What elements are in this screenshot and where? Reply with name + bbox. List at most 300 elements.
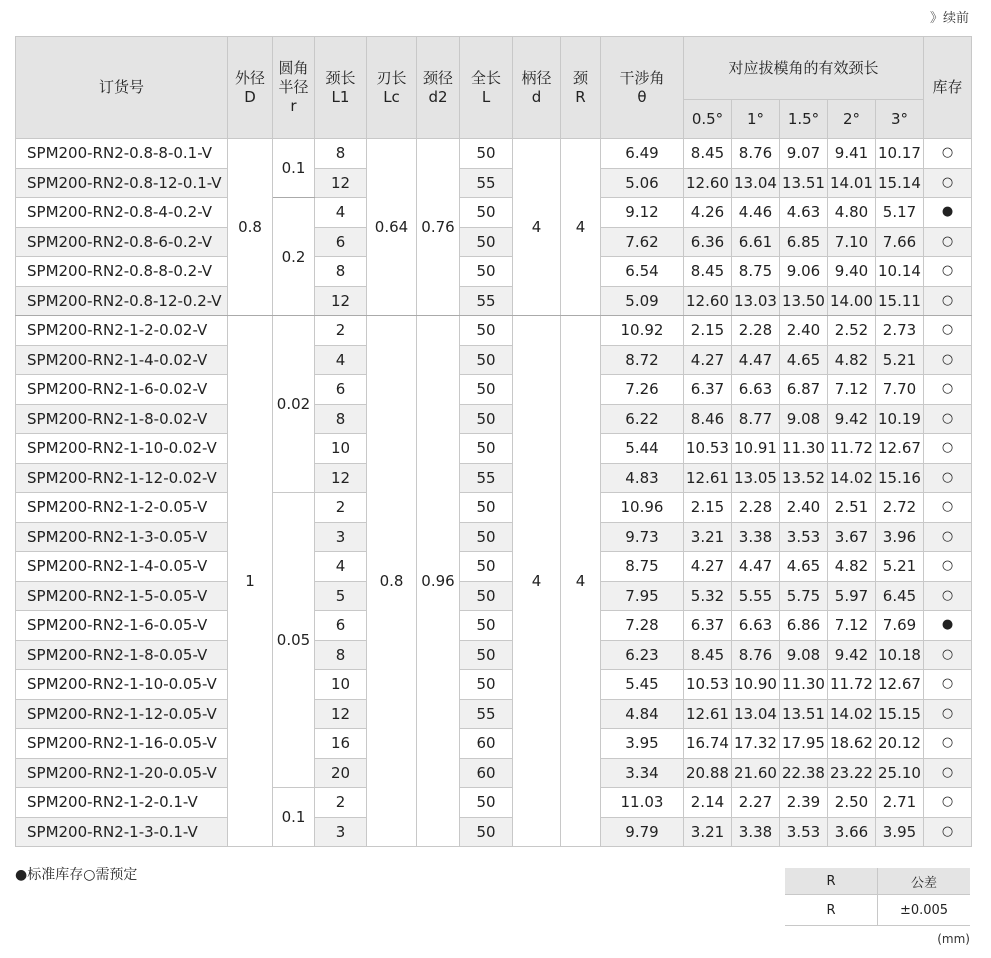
stock-open-icon: ○ xyxy=(924,640,972,670)
effective-neck-length: 22.38 xyxy=(780,758,828,788)
neck-length: 6 xyxy=(315,611,367,641)
table-row xyxy=(16,581,972,611)
neck-length: 10 xyxy=(315,670,367,700)
stock-open-icon: ○ xyxy=(924,375,972,405)
table-row xyxy=(16,404,972,434)
overall-length: 55 xyxy=(460,168,513,198)
order-code: SPM200-RN2-1-8-0.02-V xyxy=(16,404,228,434)
tolerance-header-value: 公差 xyxy=(878,868,971,895)
cutting-length: 0.64 xyxy=(367,139,417,316)
effective-neck-length: 13.51 xyxy=(780,699,828,729)
effective-neck-length: 4.82 xyxy=(828,552,876,582)
effective-neck-length: 3.53 xyxy=(780,817,828,847)
overall-length: 50 xyxy=(460,345,513,375)
effective-neck-length: 9.08 xyxy=(780,404,828,434)
neck-length: 4 xyxy=(315,198,367,228)
table-row xyxy=(16,434,972,464)
interference-angle: 9.73 xyxy=(601,522,684,552)
header-angle-3: 3° xyxy=(876,100,924,139)
stock-open-icon: ○ xyxy=(924,699,972,729)
effective-neck-length: 8.76 xyxy=(732,640,780,670)
effective-neck-length: 9.06 xyxy=(780,257,828,287)
effective-neck-length: 6.86 xyxy=(780,611,828,641)
effective-neck-length: 5.55 xyxy=(732,581,780,611)
stock-open-icon: ○ xyxy=(924,227,972,257)
effective-neck-length: 10.18 xyxy=(876,640,924,670)
effective-neck-length: 7.10 xyxy=(828,227,876,257)
order-code: SPM200-RN2-1-6-0.02-V xyxy=(16,375,228,405)
interference-angle: 3.34 xyxy=(601,758,684,788)
table-row xyxy=(16,522,972,552)
stock-open-icon: ○ xyxy=(924,168,972,198)
interference-angle: 7.26 xyxy=(601,375,684,405)
effective-neck-length: 6.37 xyxy=(684,375,732,405)
overall-length: 50 xyxy=(460,522,513,552)
shank-diameter: 4 xyxy=(513,316,561,847)
effective-neck-length: 6.63 xyxy=(732,611,780,641)
overall-length: 50 xyxy=(460,788,513,818)
stock-open-icon: ○ xyxy=(924,434,972,464)
header-angle-1-5: 1.5° xyxy=(780,100,828,139)
effective-neck-length: 10.91 xyxy=(732,434,780,464)
order-code: SPM200-RN2-1-2-0.02-V xyxy=(16,316,228,346)
effective-neck-length: 6.85 xyxy=(780,227,828,257)
overall-length: 60 xyxy=(460,729,513,759)
header-angle-1: 1° xyxy=(732,100,780,139)
stock-open-icon: ○ xyxy=(924,670,972,700)
interference-angle: 8.72 xyxy=(601,345,684,375)
interference-angle: 5.45 xyxy=(601,670,684,700)
effective-neck-length: 12.60 xyxy=(684,286,732,316)
neck-length: 12 xyxy=(315,168,367,198)
effective-neck-length: 12.61 xyxy=(684,463,732,493)
effective-neck-length: 2.73 xyxy=(876,316,924,346)
order-code: SPM200-RN2-1-6-0.05-V xyxy=(16,611,228,641)
corner-radius: 0.1 xyxy=(273,788,315,847)
effective-neck-length: 18.62 xyxy=(828,729,876,759)
effective-neck-length: 9.08 xyxy=(780,640,828,670)
neck-length: 8 xyxy=(315,640,367,670)
interference-angle: 5.44 xyxy=(601,434,684,464)
corner-radius: 0.2 xyxy=(273,198,315,316)
header-overall-length: 全长 L xyxy=(460,37,513,139)
table-row xyxy=(16,168,972,198)
neck-length: 12 xyxy=(315,286,367,316)
order-code: SPM200-RN2-1-16-0.05-V xyxy=(16,729,228,759)
neck-diameter: 0.96 xyxy=(417,316,460,847)
effective-neck-length: 8.77 xyxy=(732,404,780,434)
overall-length: 60 xyxy=(460,758,513,788)
effective-neck-length: 13.50 xyxy=(780,286,828,316)
overall-length: 50 xyxy=(460,375,513,405)
interference-angle: 6.23 xyxy=(601,640,684,670)
effective-neck-length: 3.66 xyxy=(828,817,876,847)
effective-neck-length: 8.76 xyxy=(732,139,780,169)
effective-neck-length: 9.40 xyxy=(828,257,876,287)
effective-neck-length: 13.04 xyxy=(732,168,780,198)
stock-open-icon: ○ xyxy=(924,257,972,287)
corner-radius: 0.05 xyxy=(273,493,315,788)
effective-neck-length: 10.14 xyxy=(876,257,924,287)
order-code: SPM200-RN2-1-12-0.02-V xyxy=(16,463,228,493)
table-row xyxy=(16,493,972,523)
table-row xyxy=(16,699,972,729)
header-angle-2: 2° xyxy=(828,100,876,139)
effective-neck-length: 8.45 xyxy=(684,640,732,670)
effective-neck-length: 12.67 xyxy=(876,670,924,700)
table-row xyxy=(16,788,972,818)
order-code: SPM200-RN2-1-12-0.05-V xyxy=(16,699,228,729)
neck-length: 5 xyxy=(315,581,367,611)
order-code: SPM200-RN2-1-3-0.05-V xyxy=(16,522,228,552)
neck-length: 4 xyxy=(315,345,367,375)
effective-neck-length: 4.46 xyxy=(732,198,780,228)
effective-neck-length: 7.66 xyxy=(876,227,924,257)
effective-neck-length: 4.47 xyxy=(732,345,780,375)
effective-neck-length: 2.14 xyxy=(684,788,732,818)
effective-neck-length: 5.21 xyxy=(876,552,924,582)
effective-neck-length: 12.60 xyxy=(684,168,732,198)
table-row xyxy=(16,817,972,847)
effective-neck-length: 12.67 xyxy=(876,434,924,464)
interference-angle: 10.92 xyxy=(601,316,684,346)
overall-length: 50 xyxy=(460,316,513,346)
effective-neck-length: 15.15 xyxy=(876,699,924,729)
neck-length: 4 xyxy=(315,552,367,582)
table-row xyxy=(16,375,972,405)
effective-neck-length: 2.28 xyxy=(732,493,780,523)
effective-neck-length: 11.72 xyxy=(828,434,876,464)
effective-neck-length: 4.65 xyxy=(780,345,828,375)
effective-neck-length: 4.26 xyxy=(684,198,732,228)
effective-neck-length: 14.01 xyxy=(828,168,876,198)
header-code: 订货号 xyxy=(16,37,228,139)
neck-length: 12 xyxy=(315,463,367,493)
order-code: SPM200-RN2-1-10-0.02-V xyxy=(16,434,228,464)
header-stock: 库存 xyxy=(924,37,972,139)
effective-neck-length: 6.87 xyxy=(780,375,828,405)
effective-neck-length: 4.82 xyxy=(828,345,876,375)
interference-angle: 7.28 xyxy=(601,611,684,641)
effective-neck-length: 3.21 xyxy=(684,522,732,552)
effective-neck-length: 14.02 xyxy=(828,463,876,493)
order-code: SPM200-RN2-1-2-0.1-V xyxy=(16,788,228,818)
stock-filled-icon: ● xyxy=(924,611,972,641)
effective-neck-length: 4.47 xyxy=(732,552,780,582)
outer-diameter: 1 xyxy=(228,316,273,847)
continued-label: 》续前 xyxy=(929,11,969,26)
order-code: SPM200-RN2-1-3-0.1-V xyxy=(16,817,228,847)
effective-neck-length: 5.75 xyxy=(780,581,828,611)
stock-open-icon: ○ xyxy=(924,552,972,582)
overall-length: 50 xyxy=(460,198,513,228)
effective-neck-length: 13.51 xyxy=(780,168,828,198)
stock-legend xyxy=(15,864,137,884)
header-effective-neck-length: 对应拔模角的有效颈长 xyxy=(684,37,924,100)
effective-neck-length: 2.28 xyxy=(732,316,780,346)
effective-neck-length: 4.27 xyxy=(684,345,732,375)
neck-diameter: 0.76 xyxy=(417,139,460,316)
table-row xyxy=(16,316,972,346)
effective-neck-length: 2.39 xyxy=(780,788,828,818)
effective-neck-length: 8.45 xyxy=(684,139,732,169)
order-code: SPM200-RN2-0.8-4-0.2-V xyxy=(16,198,228,228)
neck-length: 3 xyxy=(315,817,367,847)
header-shank-diameter: 柄径 d xyxy=(513,37,561,139)
effective-neck-length: 2.15 xyxy=(684,493,732,523)
overall-length: 50 xyxy=(460,817,513,847)
overall-length: 50 xyxy=(460,552,513,582)
interference-angle: 5.06 xyxy=(601,168,684,198)
overall-length: 50 xyxy=(460,434,513,464)
group-d-1 xyxy=(16,316,972,847)
effective-neck-length: 17.32 xyxy=(732,729,780,759)
tolerance-item: R xyxy=(785,895,878,926)
unit-label: (mm) xyxy=(937,932,970,946)
effective-neck-length: 7.70 xyxy=(876,375,924,405)
effective-neck-length: 21.60 xyxy=(732,758,780,788)
table-row xyxy=(16,257,972,287)
effective-neck-length: 6.61 xyxy=(732,227,780,257)
effective-neck-length: 8.46 xyxy=(684,404,732,434)
neck-length: 20 xyxy=(315,758,367,788)
overall-length: 50 xyxy=(460,139,513,169)
overall-length: 50 xyxy=(460,493,513,523)
table-row xyxy=(16,758,972,788)
neck-length: 8 xyxy=(315,404,367,434)
effective-neck-length: 13.05 xyxy=(732,463,780,493)
header-outer-diameter: 外径 D xyxy=(228,37,273,139)
interference-angle: 7.95 xyxy=(601,581,684,611)
interference-angle: 11.03 xyxy=(601,788,684,818)
effective-neck-length: 10.53 xyxy=(684,434,732,464)
effective-neck-length: 4.63 xyxy=(780,198,828,228)
neck-length: 3 xyxy=(315,522,367,552)
effective-neck-length: 3.96 xyxy=(876,522,924,552)
order-code: SPM200-RN2-0.8-12-0.1-V xyxy=(16,168,228,198)
tolerance-table xyxy=(785,868,970,926)
effective-neck-length: 7.12 xyxy=(828,611,876,641)
effective-neck-length: 10.19 xyxy=(876,404,924,434)
effective-neck-length: 9.42 xyxy=(828,404,876,434)
effective-neck-length: 3.38 xyxy=(732,817,780,847)
overall-length: 55 xyxy=(460,463,513,493)
effective-neck-length: 23.22 xyxy=(828,758,876,788)
neck-r: 4 xyxy=(561,316,601,847)
overall-length: 50 xyxy=(460,404,513,434)
effective-neck-length: 12.61 xyxy=(684,699,732,729)
effective-neck-length: 2.50 xyxy=(828,788,876,818)
effective-neck-length: 10.53 xyxy=(684,670,732,700)
table-row xyxy=(16,552,972,582)
effective-neck-length: 2.40 xyxy=(780,493,828,523)
order-code: SPM200-RN2-0.8-6-0.2-V xyxy=(16,227,228,257)
effective-neck-length: 11.72 xyxy=(828,670,876,700)
effective-neck-length: 3.67 xyxy=(828,522,876,552)
stock-open-icon: ○ xyxy=(924,404,972,434)
header-corner-radius: 圆角 半径 r xyxy=(273,37,315,139)
effective-neck-length: 10.17 xyxy=(876,139,924,169)
interference-angle: 6.54 xyxy=(601,257,684,287)
order-code: SPM200-RN2-1-20-0.05-V xyxy=(16,758,228,788)
header-cutting-length: 刃长 Lc xyxy=(367,37,417,139)
neck-length: 16 xyxy=(315,729,367,759)
effective-neck-length: 6.63 xyxy=(732,375,780,405)
effective-neck-length: 3.21 xyxy=(684,817,732,847)
order-code: SPM200-RN2-0.8-8-0.2-V xyxy=(16,257,228,287)
group-d-0-8 xyxy=(16,139,972,316)
product-spec-table xyxy=(15,36,972,847)
effective-neck-length: 20.88 xyxy=(684,758,732,788)
header-angle-0-5: 0.5° xyxy=(684,100,732,139)
effective-neck-length: 5.21 xyxy=(876,345,924,375)
effective-neck-length: 3.53 xyxy=(780,522,828,552)
effective-neck-length: 5.17 xyxy=(876,198,924,228)
effective-neck-length: 6.45 xyxy=(876,581,924,611)
interference-angle: 7.62 xyxy=(601,227,684,257)
order-code: SPM200-RN2-1-8-0.05-V xyxy=(16,640,228,670)
effective-neck-length: 3.38 xyxy=(732,522,780,552)
effective-neck-length: 15.11 xyxy=(876,286,924,316)
table-row xyxy=(16,729,972,759)
order-code: SPM200-RN2-1-10-0.05-V xyxy=(16,670,228,700)
effective-neck-length: 2.51 xyxy=(828,493,876,523)
order-code: SPM200-RN2-1-4-0.05-V xyxy=(16,552,228,582)
stock-open-icon: ○ xyxy=(924,493,972,523)
effective-neck-length: 2.71 xyxy=(876,788,924,818)
order-mark-icon: ○ xyxy=(83,867,96,883)
table-row xyxy=(16,286,972,316)
tolerance-header-item: R xyxy=(785,868,878,895)
effective-neck-length: 4.80 xyxy=(828,198,876,228)
effective-neck-length: 20.12 xyxy=(876,729,924,759)
stock-open-icon: ○ xyxy=(924,139,972,169)
effective-neck-length: 25.10 xyxy=(876,758,924,788)
neck-length: 10 xyxy=(315,434,367,464)
effective-neck-length: 6.36 xyxy=(684,227,732,257)
effective-neck-length: 13.52 xyxy=(780,463,828,493)
stock-open-icon: ○ xyxy=(924,729,972,759)
outer-diameter: 0.8 xyxy=(228,139,273,316)
effective-neck-length: 3.95 xyxy=(876,817,924,847)
header-neck-length: 颈长 L1 xyxy=(315,37,367,139)
interference-angle: 4.84 xyxy=(601,699,684,729)
overall-length: 50 xyxy=(460,640,513,670)
effective-neck-length: 10.90 xyxy=(732,670,780,700)
overall-length: 50 xyxy=(460,611,513,641)
interference-angle: 9.12 xyxy=(601,198,684,228)
order-code: SPM200-RN2-1-2-0.05-V xyxy=(16,493,228,523)
table-row xyxy=(16,198,972,228)
effective-neck-length: 15.16 xyxy=(876,463,924,493)
corner-radius: 0.1 xyxy=(273,139,315,198)
stock-filled-icon: ● xyxy=(924,198,972,228)
interference-angle: 9.79 xyxy=(601,817,684,847)
header-interference-angle: 干涉角 θ xyxy=(601,37,684,139)
neck-length: 2 xyxy=(315,493,367,523)
overall-length: 50 xyxy=(460,581,513,611)
effective-neck-length: 15.14 xyxy=(876,168,924,198)
overall-length: 55 xyxy=(460,699,513,729)
stock-label: 标准库存 xyxy=(27,867,84,883)
stock-open-icon: ○ xyxy=(924,463,972,493)
stock-open-icon: ○ xyxy=(924,286,972,316)
table-row xyxy=(16,227,972,257)
table-row xyxy=(16,640,972,670)
stock-open-icon: ○ xyxy=(924,758,972,788)
interference-angle: 6.49 xyxy=(601,139,684,169)
overall-length: 50 xyxy=(460,670,513,700)
order-label: 需预定 xyxy=(95,867,138,883)
neck-r: 4 xyxy=(561,139,601,316)
effective-neck-length: 14.00 xyxy=(828,286,876,316)
order-code: SPM200-RN2-0.8-8-0.1-V xyxy=(16,139,228,169)
effective-neck-length: 7.69 xyxy=(876,611,924,641)
interference-angle: 4.83 xyxy=(601,463,684,493)
overall-length: 50 xyxy=(460,257,513,287)
effective-neck-length: 7.12 xyxy=(828,375,876,405)
interference-angle: 10.96 xyxy=(601,493,684,523)
order-code: SPM200-RN2-1-5-0.05-V xyxy=(16,581,228,611)
stock-open-icon: ○ xyxy=(924,581,972,611)
effective-neck-length: 5.32 xyxy=(684,581,732,611)
stock-open-icon: ○ xyxy=(924,345,972,375)
neck-length: 8 xyxy=(315,257,367,287)
neck-length: 2 xyxy=(315,788,367,818)
effective-neck-length: 2.27 xyxy=(732,788,780,818)
corner-radius: 0.02 xyxy=(273,316,315,493)
effective-neck-length: 11.30 xyxy=(780,434,828,464)
table-row xyxy=(16,463,972,493)
interference-angle: 3.95 xyxy=(601,729,684,759)
neck-length: 6 xyxy=(315,227,367,257)
effective-neck-length: 8.75 xyxy=(732,257,780,287)
effective-neck-length: 13.04 xyxy=(732,699,780,729)
effective-neck-length: 4.65 xyxy=(780,552,828,582)
header-neck-diameter: 颈径 d2 xyxy=(417,37,460,139)
effective-neck-length: 4.27 xyxy=(684,552,732,582)
table-row xyxy=(16,345,972,375)
effective-neck-length: 14.02 xyxy=(828,699,876,729)
table-row xyxy=(16,611,972,641)
effective-neck-length: 2.15 xyxy=(684,316,732,346)
effective-neck-length: 2.52 xyxy=(828,316,876,346)
effective-neck-length: 16.74 xyxy=(684,729,732,759)
effective-neck-length: 6.37 xyxy=(684,611,732,641)
effective-neck-length: 2.40 xyxy=(780,316,828,346)
neck-length: 2 xyxy=(315,316,367,346)
interference-angle: 5.09 xyxy=(601,286,684,316)
effective-neck-length: 11.30 xyxy=(780,670,828,700)
interference-angle: 8.75 xyxy=(601,552,684,582)
effective-neck-length: 9.42 xyxy=(828,640,876,670)
effective-neck-length: 17.95 xyxy=(780,729,828,759)
table-row xyxy=(16,670,972,700)
interference-angle: 6.22 xyxy=(601,404,684,434)
stock-open-icon: ○ xyxy=(924,817,972,847)
order-code: SPM200-RN2-1-4-0.02-V xyxy=(16,345,228,375)
tolerance-value: ±0.005 xyxy=(878,895,971,926)
overall-length: 50 xyxy=(460,227,513,257)
table-row xyxy=(16,139,972,169)
effective-neck-length: 5.97 xyxy=(828,581,876,611)
overall-length: 55 xyxy=(460,286,513,316)
neck-length: 12 xyxy=(315,699,367,729)
effective-neck-length: 8.45 xyxy=(684,257,732,287)
stock-open-icon: ○ xyxy=(924,788,972,818)
shank-diameter: 4 xyxy=(513,139,561,316)
cutting-length: 0.8 xyxy=(367,316,417,847)
